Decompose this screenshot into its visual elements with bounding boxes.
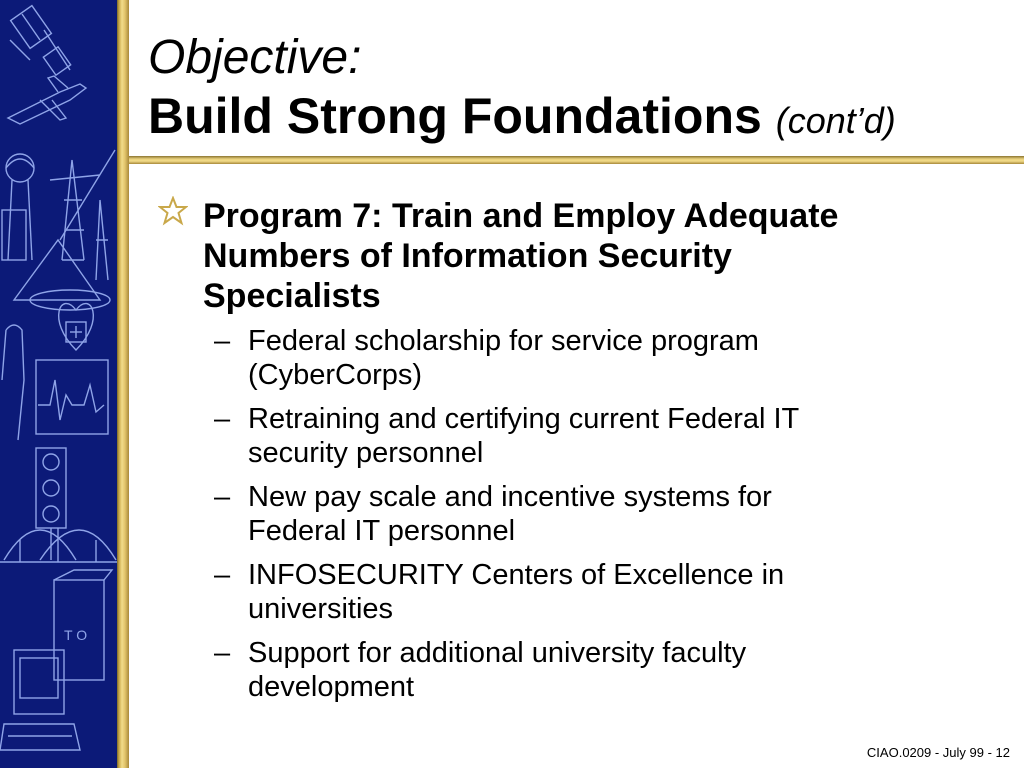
slide-title-suffix: (cont’d) (775, 100, 896, 141)
sub-bullet-text: New pay scale and incentive systems for Federal IT personnel (248, 481, 772, 547)
airplane-icon (8, 76, 86, 124)
dash-marker: – (214, 325, 231, 357)
vault-icon (54, 570, 112, 680)
star-bullet-icon (158, 196, 188, 226)
traffic-light-icon (36, 448, 66, 560)
gold-horizontal-rule (129, 156, 1024, 164)
sub-bullet (214, 402, 868, 470)
dash-marker: – (214, 403, 231, 435)
satellite-icon (10, 6, 71, 76)
slide-title-line2 (148, 86, 896, 151)
gold-vertical-border (117, 0, 129, 768)
sub-bullet-text: Support for additional university faculty development (248, 637, 747, 703)
sub-bullet (214, 480, 868, 548)
power-tower-icon (50, 150, 115, 280)
sub-bullet-text: Federal scholarship for service program (CyberCorps) (248, 325, 759, 391)
slide-footer: CIAO.0209 - July 99 - 12 (866, 745, 1010, 760)
sub-bullet (214, 558, 868, 626)
main-bullet: Program 7: Train and Employ Adequate Numbers of Information Security Specialists (203, 197, 839, 315)
dash-marker: – (214, 637, 231, 669)
sub-bullet-text: INFOSECURITY Centers of Excellence in universities (248, 559, 785, 625)
water-tower-icon (2, 154, 34, 260)
sub-bullet (214, 636, 868, 704)
computer-icon (0, 650, 80, 750)
slide-title-main: Build Strong Foundations (148, 88, 762, 144)
decorative-sidebar (0, 0, 117, 768)
heart-monitor-icon (2, 304, 108, 440)
sub-bullet (214, 324, 868, 392)
sub-bullet-text: Retraining and certifying current Federal IT security personnel (248, 403, 799, 469)
svg-text:T O: T O (64, 627, 88, 643)
slide-title-line1: Objective: (148, 31, 362, 84)
dash-marker: – (214, 559, 231, 591)
bridge-icon (0, 528, 117, 562)
sub-bullet-list (214, 324, 894, 714)
dash-marker: – (214, 481, 231, 513)
